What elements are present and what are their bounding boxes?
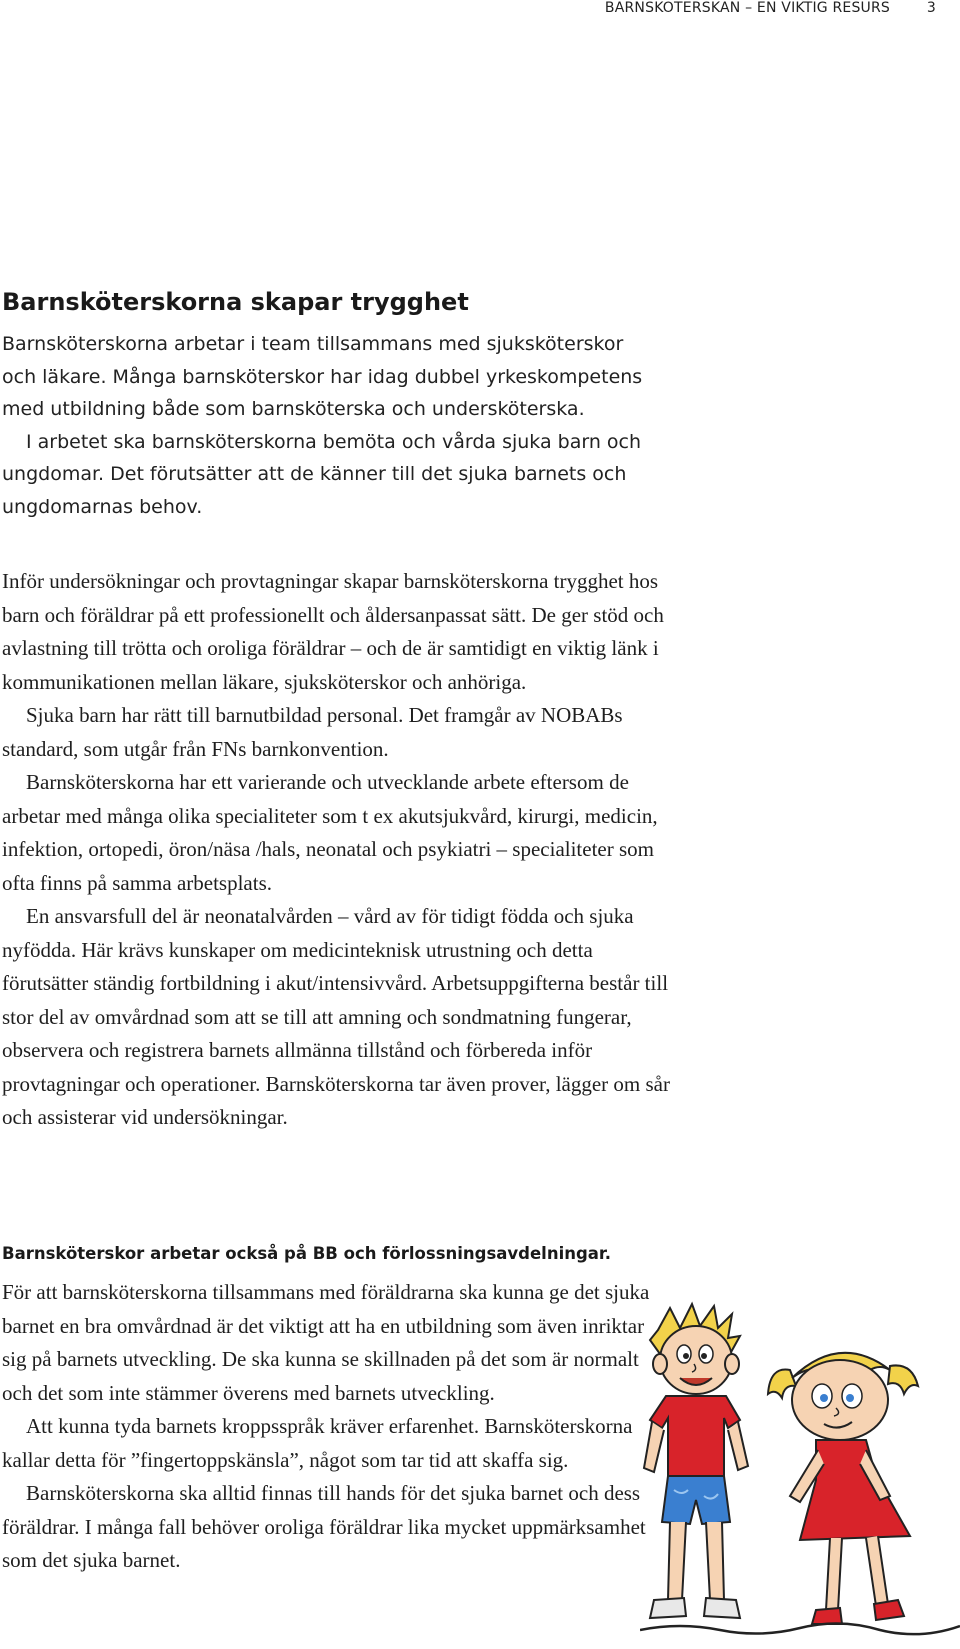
body-paragraph: För att barnsköterskorna tillsammans med föräldrarna ska kunna ge det sjuka barnet en bra omvårdnad är det viktigt att ha en utbildning som även inriktar sig på barnets utveckling. De ska kunna se skillnaden på det som är normalt och det som inte stämmer överens med barnets utveckling. — [2, 1280, 650, 1405]
body-paragraph: Inför undersökningar och provtagningar skapar barnsköterskorna trygghet hos barn och föräldrar på ett professionellt och åldersanpassat sätt. De ger stöd och avlastning till trötta och oroliga föräldrar – och de är samtidigt en viktig länk i kommunikationen mellan läkare, sjuksköterskor och anhöriga. — [2, 569, 664, 694]
intro-paragraph: I arbetet ska barnsköterskorna bemöta och vårda sjuka barn och ungdomar. Det förutsätter att de känner till det sjuka barnets och ungdomarnas behov. — [2, 430, 642, 518]
running-header — [0, 0, 960, 18]
body-paragraph: Barnsköterskorna har ett varierande och utvecklande arbete eftersom de arbetar med många olika specialiteter som t ex akutsjukvård, kirurgi, medicin, infektion, ortopedi, öron/näsa /hals, neonatal och psykiatri – specialiteter som ofta finns på samma arbetsplats. — [2, 770, 658, 895]
boy-figure — [644, 1304, 748, 1618]
body-text-2 — [2, 1276, 672, 1578]
body-paragraph: Barnsköterskorna ska alltid finnas till hands för det sjuka barnet och dess föräldrar. I många fall behöver oroliga föräldrar lika mycket uppmärksamhet som det sjuka barnet. — [2, 1481, 646, 1572]
body-paragraph: En ansvarsfull del är neonatalvården – vård av för tidigt födda och sjuka nyfödda. Här krävs kunskaper om medicinteknisk utrustning och detta förutsätter ständig fortbildning i akut/intensivvård. Arbetsuppgifterna består till stor del av omvårdnad som att se till att amning och sondmatning fungerar, observera och registrera barnets allmänna tillstånd och förbereda inför provtagningar och operationer. Barnsköterskorna tar även prover, lägger om sår och assisterar vid undersökningar. — [2, 904, 671, 1129]
intro-paragraph: Barnsköterskorna arbetar i team tillsammans med sjuksköterskor och läkare. Många barnsköterskor har idag dubbel yrkeskompetens med utbildning både som barnsköterska och undersköterska. — [2, 333, 643, 420]
sub-heading: Barnsköterskor arbetar också på BB och förlossningsavdelningar. — [2, 1244, 611, 1263]
section-heading: Barnsköterskorna skapar trygghet — [2, 288, 469, 316]
body-text — [2, 565, 672, 1135]
page-number: 3 — [926, 0, 936, 16]
running-title: BARNSKÖTERSKAN – EN VIKTIG RESURS — [604, 0, 890, 16]
intro-text — [2, 328, 652, 523]
body-paragraph: Att kunna tyda barnets kroppsspråk kräver erfarenhet. Barnsköterskorna kallar detta för ”fingertoppskänsla”, något som tar tid att skaffa sig. — [2, 1414, 633, 1472]
girl-figure — [768, 1353, 918, 1624]
children-illustration — [640, 1300, 960, 1649]
body-paragraph: Sjuka barn har rätt till barnutbildad personal. Det framgår av NOBABs standard, som utgår från FNs barnkonvention. — [2, 703, 623, 761]
ground-line — [640, 1623, 960, 1634]
